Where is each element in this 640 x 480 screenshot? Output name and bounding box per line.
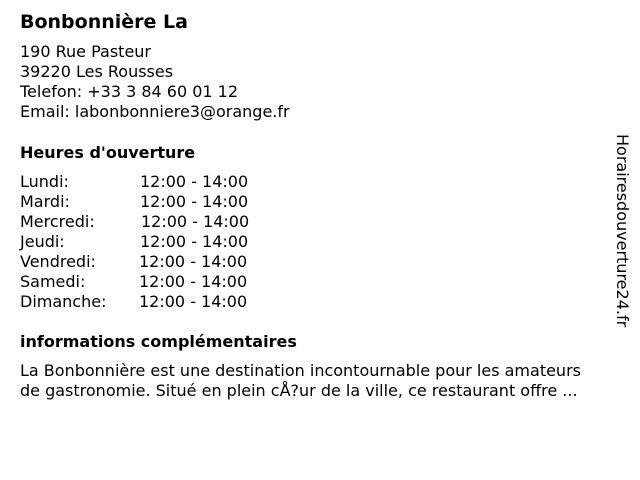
business-card <box>20 10 620 401</box>
site-watermark <box>612 134 632 346</box>
day-label: Samedi: <box>20 272 86 291</box>
business-name: Bonbonnière La <box>20 11 188 33</box>
time-range: 12:00 - 14:00 <box>140 192 249 211</box>
address-street: 190 Rue Pasteur <box>20 42 151 61</box>
phone-line: Telefon: +33 3 84 60 01 12 <box>20 82 239 101</box>
time-range: 12:00 - 14:00 <box>141 212 250 231</box>
day-label: Dimanche: <box>20 292 107 311</box>
hours-row-vendredi <box>20 252 620 272</box>
hours-row-jeudi <box>20 232 620 252</box>
additional-info-text <box>20 361 620 401</box>
hours-row-lundi <box>20 172 620 192</box>
time-range: 12:00 - 14:00 <box>140 172 249 191</box>
opening-hours-heading: Heures d'ouverture <box>20 143 196 162</box>
opening-hours-table <box>20 172 620 312</box>
address-city: 39220 Les Rousses <box>20 62 174 81</box>
site-watermark-text: Horairesdouverture24.fr <box>613 134 632 328</box>
day-label: Vendredi: <box>20 252 96 271</box>
email-line: Email: labonbonniere3@orange.fr <box>20 102 290 121</box>
additional-info-heading: informations complémentaires <box>20 332 297 351</box>
time-range: 12:00 - 14:00 <box>139 252 248 271</box>
info-line: La Bonbonnière est une destination incontournable pour les amateurs <box>20 361 581 380</box>
address-block <box>20 42 620 122</box>
hours-row-mardi <box>20 192 620 212</box>
time-range: 12:00 - 14:00 <box>140 232 249 251</box>
info-line: de gastronomie. Situé en plein cÅ?ur de la ville, ce restaurant offre ... <box>20 381 578 400</box>
time-range: 12:00 - 14:00 <box>139 272 248 291</box>
time-range: 12:00 - 14:00 <box>139 292 248 311</box>
hours-row-dimanche <box>20 292 620 312</box>
hours-row-mercredi <box>20 212 620 232</box>
day-label: Mardi: <box>20 192 70 211</box>
day-label: Lundi: <box>20 172 69 191</box>
hours-row-samedi <box>20 272 620 292</box>
day-label: Mercredi: <box>20 212 95 231</box>
day-label: Jeudi: <box>20 232 65 251</box>
